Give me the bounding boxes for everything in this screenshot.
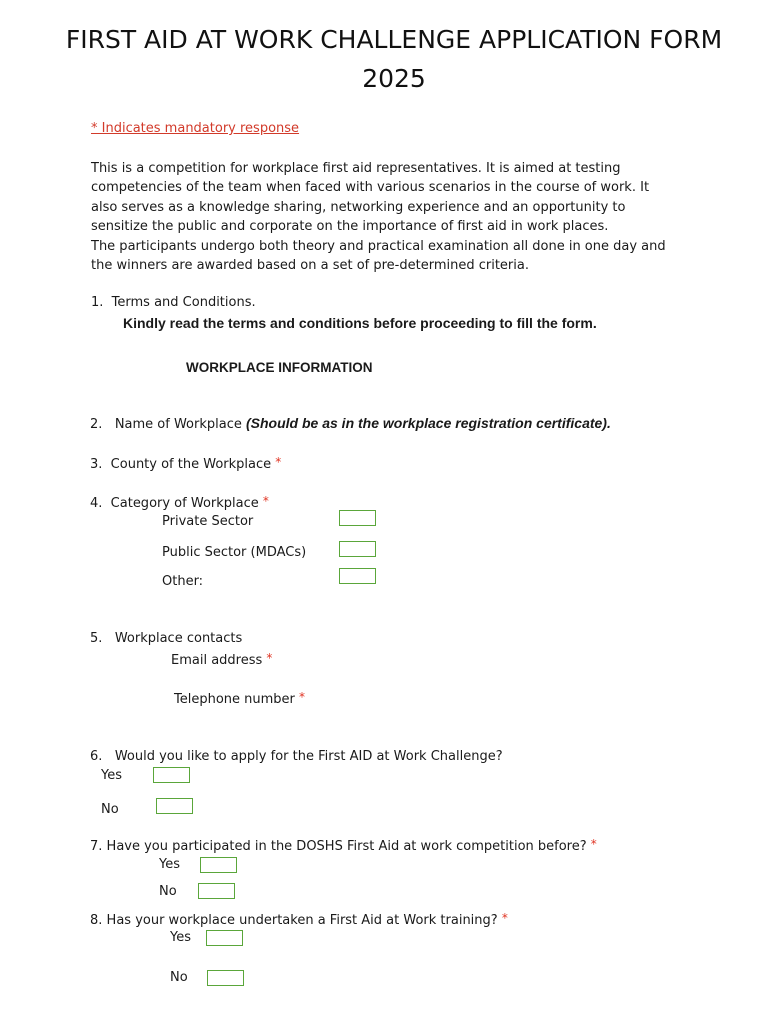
- checkbox-q8-yes[interactable]: [206, 930, 243, 946]
- checkbox-other[interactable]: [339, 568, 376, 584]
- question-number: 7.: [90, 839, 103, 854]
- required-mark: *: [299, 690, 306, 704]
- question-number: 2.: [90, 417, 103, 432]
- question-3: [90, 455, 281, 472]
- checkbox-q8-no[interactable]: [207, 970, 244, 986]
- section-heading: WORKPLACE INFORMATION: [186, 360, 373, 375]
- question-label: Workplace contacts: [114, 631, 243, 646]
- question-7: [90, 837, 597, 854]
- question-label: Name of Workplace: [114, 417, 242, 432]
- mandatory-note: * Indicates mandatory response: [91, 121, 300, 136]
- question-label: Has your workplace undertaken a First Aid at Work training?: [106, 913, 498, 928]
- option-label-private-sector: Private Sector: [162, 514, 254, 529]
- checkbox-public-sector[interactable]: [339, 541, 376, 557]
- required-mark: *: [275, 455, 282, 469]
- required-mark: *: [266, 651, 273, 665]
- question-label: Category of Workplace: [110, 496, 259, 511]
- option-label-yes: Yes: [170, 930, 191, 945]
- option-label-no: No: [170, 970, 188, 985]
- form-title: FIRST AID AT WORK CHALLENGE APPLICATION FORM 2025: [65, 25, 723, 93]
- checkbox-q6-yes[interactable]: [153, 767, 190, 783]
- question-number: 3.: [90, 457, 103, 472]
- question-number: 1.: [91, 295, 104, 310]
- question-label: Have you participated in the DOSHS First Aid at work competition before?: [106, 839, 587, 854]
- question-8: [90, 911, 508, 928]
- question-note: (Should be as in the workplace registration certificate).: [246, 415, 611, 431]
- checkbox-q7-yes[interactable]: [200, 857, 237, 873]
- telephone-number-label: Telephone number *: [174, 690, 306, 707]
- email-address-label: Email address *: [171, 651, 273, 668]
- intro-paragraph-2: The participants undergo both theory and practical examination all done in one day and the winners are awarded based on a set of pre-determined criteria.: [91, 238, 666, 274]
- intro-paragraph-1: This is a competition for workplace first aid representatives. It is aimed at testing competencies of the team when faced with various scenarios in the course of work. It also serves as a knowledge sharing, networking experience and an opportunity to sensitize the public and corporate on the importance of first aid in work places.: [91, 161, 650, 235]
- option-label-other: Other:: [162, 574, 204, 589]
- question-number: 4.: [90, 496, 103, 511]
- question-number: 8.: [90, 913, 103, 928]
- intro-text: [91, 159, 671, 275]
- terms-instruction: Kindly read the terms and conditions before proceeding to fill the form.: [123, 315, 597, 331]
- required-mark: *: [262, 494, 269, 508]
- option-label-yes: Yes: [159, 857, 180, 872]
- option-label-yes: Yes: [101, 768, 122, 783]
- option-label-no: No: [101, 802, 119, 817]
- question-number: 5.: [90, 631, 103, 646]
- question-4: [90, 494, 269, 511]
- question-2: [90, 415, 611, 432]
- option-label-no: No: [159, 884, 177, 899]
- checkbox-private-sector[interactable]: [339, 510, 376, 526]
- required-mark: *: [590, 837, 597, 851]
- question-label: Would you like to apply for the First AID at Work Challenge?: [114, 749, 503, 764]
- checkbox-q6-no[interactable]: [156, 798, 193, 814]
- option-label-public-sector: Public Sector (MDACs): [162, 545, 307, 560]
- question-label: County of the Workplace: [110, 457, 272, 472]
- question-label: Terms and Conditions.: [111, 295, 256, 310]
- question-number: 6.: [90, 749, 103, 764]
- checkbox-q7-no[interactable]: [198, 883, 235, 899]
- question-6: [90, 749, 503, 764]
- question-1: [91, 295, 256, 310]
- required-mark: *: [501, 911, 508, 925]
- question-5: [90, 631, 242, 646]
